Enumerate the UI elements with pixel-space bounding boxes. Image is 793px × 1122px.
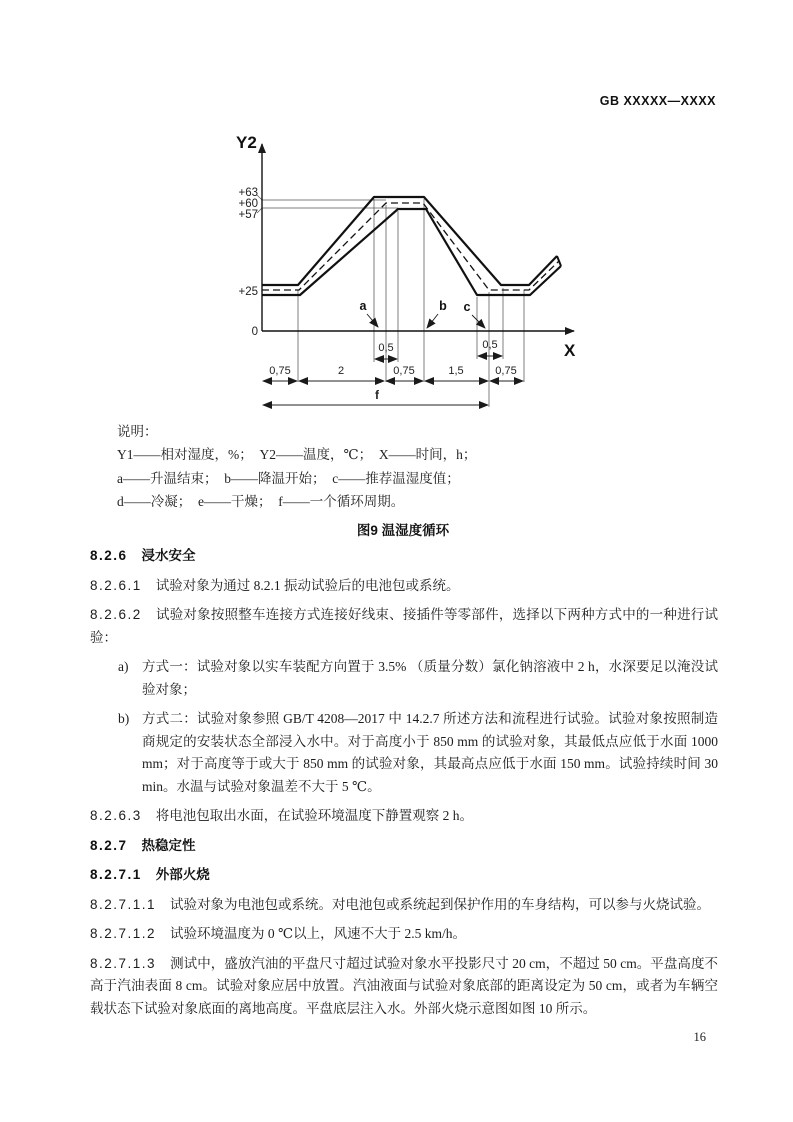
clause-paragraph-8-2-6-3: 8.2.6.3 将电池包取出水面，在试验环境温度下静置观察 2 h。 — [90, 808, 474, 823]
clause-paragraph-8-2-7-1-3: 8.2.7.1.3 测试中，盛放汽油的平盘尺寸超过试验对象水平投影尺寸 20 cm，不超过 50 cm。平盘高度不高于汽油表面 8 cm。试验对象应居中放置。汽油液面与试验对象底部的距离设定为 50 cm，或者为车辆空载状态下试验对象底面的离地高度。平盘底层注入水。外部火烧示意图如图 10 所示。 — [90, 955, 718, 1016]
figure-note-line: d——冷凝； e——干燥； f——一个循环周期。 — [117, 494, 405, 510]
dimension-label: f — [375, 388, 379, 402]
annotation-arrow-c — [472, 315, 485, 328]
axis-label-y2: Y2 — [236, 133, 257, 152]
y-tick-label: +57 — [238, 209, 258, 221]
clause-paragraph-8-2-7-1-1: 8.2.7.1.1 试验对象为电池包或系统。对电池包或系统起到保护作用的车身结构，可以参与火烧试验。 — [90, 896, 711, 912]
list-item-b: b) 方式二：试验对象参照 GB/T 4208—2017 中 14.2.7 所述方法和流程进行试验。试验对象按照制造商规定的安装状态全部浸入水中。对于高度小于 850 mm 的试验对象，其最低点应低于水面 1000 mm；对于高度等于或大于 850 mm 的试验对象，其最高点应低于水面 150 mm。试验持续时间 30 min。水温与试验对象温差不大于 5 ℃。 — [90, 708, 718, 798]
clause-number: 8.2.7.1.2 — [90, 926, 157, 941]
clause-number: 8.2.7 — [90, 837, 128, 853]
curve-upper-limit — [262, 197, 557, 285]
clause-heading-8-2-7-1: 8.2.7.1 外部火烧 — [90, 867, 210, 882]
dimension-label: 0,5 — [378, 342, 394, 354]
clause-number: 8.2.6 — [90, 548, 128, 563]
dimension-label: 1,5 — [448, 365, 464, 377]
y-tick-label: +60 — [238, 198, 258, 210]
clause-paragraph-8-2-7-1-2: 8.2.7.1.2 试验环境温度为 0 ℃以上，风速不大于 2.5 km/h。 — [90, 926, 467, 941]
y-tick-label: +25 — [238, 286, 258, 298]
annotation-arrow-a — [367, 314, 378, 327]
list-item-marker: a) — [118, 659, 129, 674]
clause-paragraph-8-2-6-2: 8.2.6.2 试验对象按照整车连接方式连接好线束、接插件等零部件，选择以下两种方式中的一种进行试验： — [90, 607, 718, 645]
clause-number: 8.2.6.3 — [90, 808, 142, 823]
figure-note-line: a——升温结束； b——降温开始； c——推荐温湿度值； — [117, 470, 460, 486]
dimension-label: 0,75 — [269, 365, 291, 377]
list-item-a: a) 方式一：试验对象以实车装配方向置于 3.5% （质量分数）氯化钠溶液中 2 h，水深要足以淹没试验对象； — [90, 656, 718, 701]
annotation-label-c: c — [463, 300, 471, 314]
curve-recommended — [262, 203, 559, 290]
dimension-label: 0,75 — [495, 365, 517, 377]
clause-number: 8.2.6.1 — [90, 577, 142, 593]
figure-9-chart — [160, 118, 630, 418]
y-tick-label: +63 — [238, 187, 258, 199]
dimension-label: 0,5 — [482, 339, 498, 351]
clause-number: 8.2.7.1.3 — [90, 955, 157, 971]
figure-notes-label: 说明： — [117, 424, 158, 439]
clause-heading-8-2-6: 8.2.6 浸水安全 — [90, 548, 196, 563]
page-number: 16 — [693, 1030, 706, 1044]
clause-number: 8.2.6.2 — [90, 607, 142, 622]
annotation-label-a: a — [359, 299, 367, 313]
figure-note-line: Y1——相对湿度，%； Y2——温度，℃； X——时间，h； — [117, 447, 477, 463]
standard-number-header: GB XXXXX—XXXX — [599, 94, 716, 108]
clause-number: 8.2.7.1.1 — [90, 896, 157, 912]
figure-9-temperature-humidity-cycle — [160, 118, 630, 418]
axis-label-x: X — [564, 341, 576, 360]
annotation-arrow-b — [427, 314, 438, 328]
clause-number: 8.2.7.1 — [90, 867, 142, 882]
dimension-label: 2 — [337, 365, 345, 377]
clause-heading-8-2-7: 8.2.7 热稳定性 — [90, 837, 196, 853]
dimension-label: 0,75 — [393, 365, 415, 377]
y-tick-label: 0 — [251, 326, 258, 338]
annotation-label-b: b — [439, 299, 447, 313]
clause-paragraph-8-2-6-1: 8.2.6.1 试验对象为通过 8.2.1 振动试验后的电池包或系统。 — [90, 577, 460, 593]
curve-end-cap — [557, 256, 561, 266]
list-item-marker: b) — [118, 711, 130, 726]
figure-notes — [117, 420, 717, 514]
clause-text-body — [90, 545, 718, 1027]
figure-caption: 图9 温湿度循环 — [356, 523, 450, 538]
